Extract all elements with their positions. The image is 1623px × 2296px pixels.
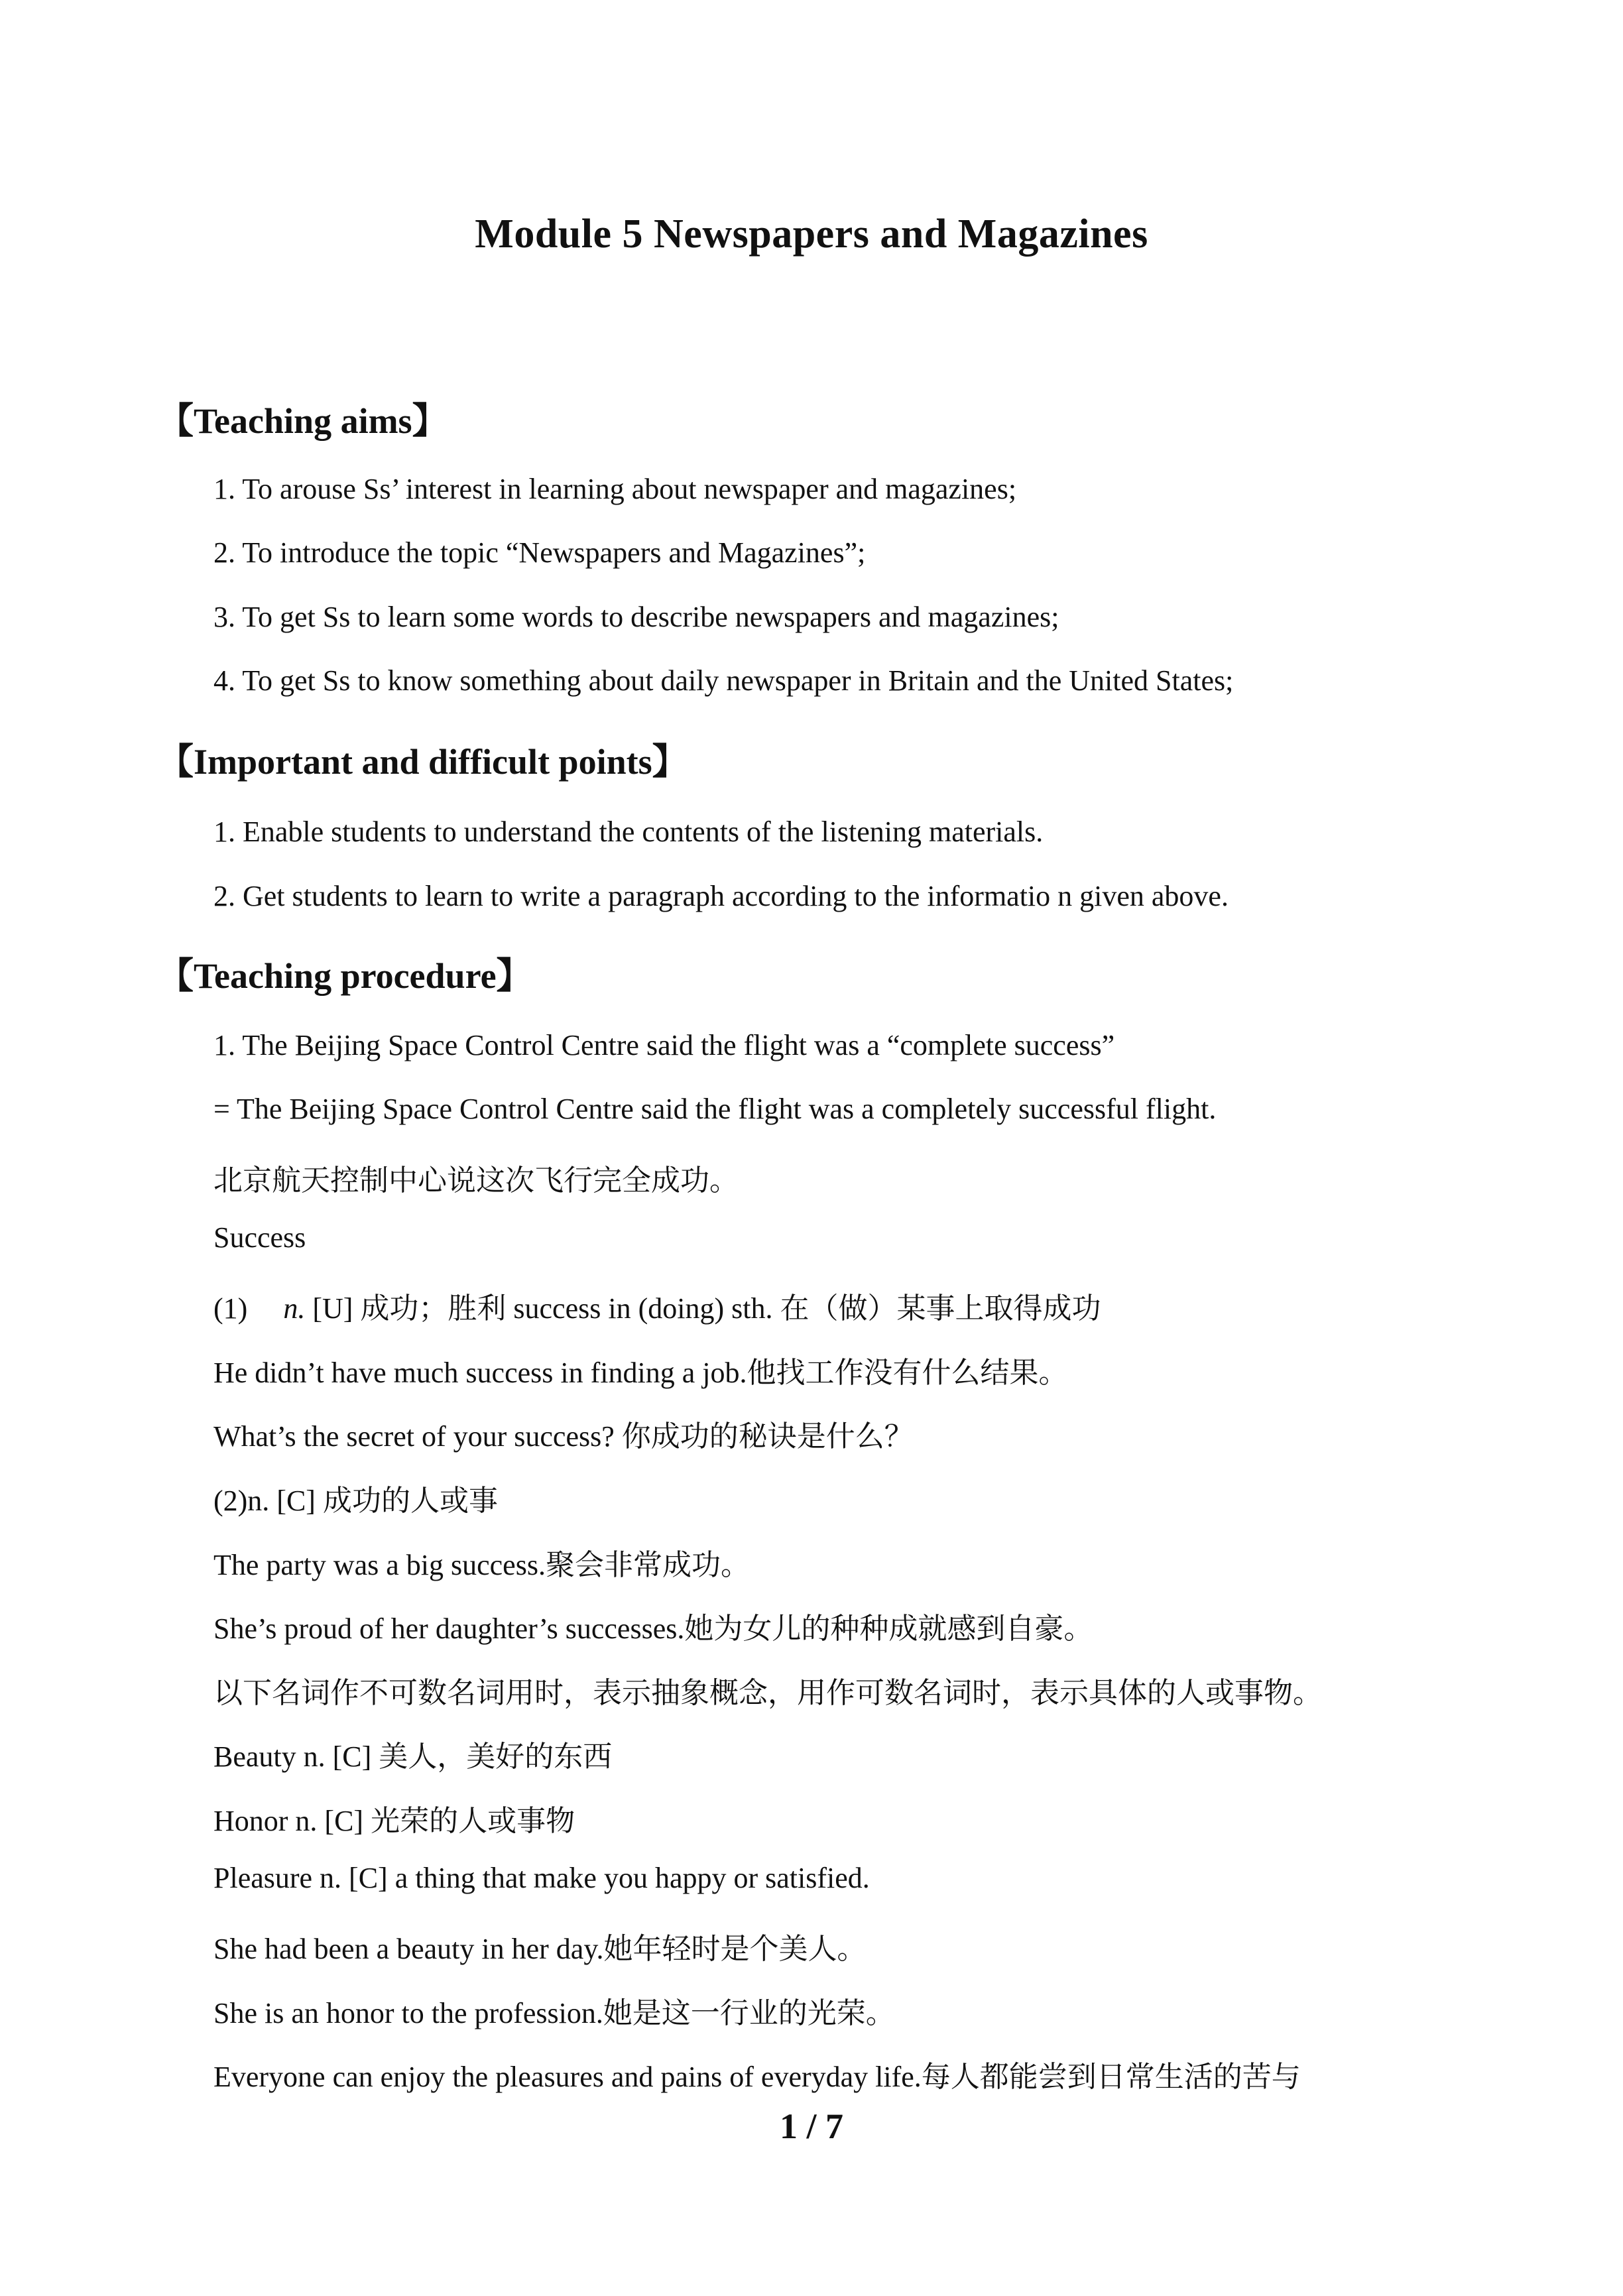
procedure-line-8: (2)n. [C] 成功的人或事: [213, 1484, 498, 1517]
procedure-line-17: Everyone can enjoy the pleasures and pains of everyday life.每人都能尝到日常生活的苦与: [213, 2061, 1301, 2093]
teaching-procedure-heading: 【Teaching procedure】: [158, 956, 532, 996]
point-item-2: 2. Get students to learn to write a paragraph according to the informatio n given above.: [213, 880, 1229, 912]
procedure-line-11: 以下名词作不可数名词用时，表示抽象概念，用作可数名词时，表示具体的人或事物。: [213, 1677, 1322, 1709]
point-item-1: 1. Enable students to understand the contents of the listening materials.: [213, 816, 1044, 848]
procedure-line-1: 1. The Beijing Space Control Centre said the flight was a “complete success”: [213, 1029, 1115, 1061]
procedure-line-15: She had been a beauty in her day.她年轻时是个美人。: [213, 1933, 867, 1965]
procedure-line-2: = The Beijing Space Control Centre said the flight was a completely successful flight.: [213, 1093, 1217, 1125]
document-title: Module 5 Newspapers and Magazines: [475, 211, 1148, 257]
procedure-line-6: He didn’t have much success in finding a job.他找工作没有什么结果。: [213, 1357, 1068, 1389]
teaching-aims-heading: 【Teaching aims】: [158, 401, 448, 441]
aim-item-2: 2. To introduce the topic “Newspapers and Magazines”;: [213, 536, 866, 569]
aim-item-4: 4. To get Ss to know something about daily newspaper in Britain and the United States;: [213, 664, 1234, 697]
procedure-line-14: Pleasure n. [C] a thing that make you happy or satisfied.: [213, 1862, 870, 1894]
aim-item-3: 3. To get Ss to learn some words to describe newspapers and magazines;: [213, 601, 1059, 633]
procedure-line-16: She is an honor to the profession.她是这一行业的光荣。: [213, 1997, 895, 2029]
procedure-line-10: She’s proud of her daughter’s successes.她为女儿的种种成就感到自豪。: [213, 1612, 1093, 1645]
procedure-line-9: The party was a big success.聚会非常成功。: [213, 1549, 750, 1581]
procedure-line-4: Success: [213, 1221, 306, 1254]
sense-number: (1): [213, 1292, 248, 1325]
important-points-heading: 【Important and difficult points】: [158, 742, 688, 782]
procedure-line-12: Beauty n. [C] 美人，美好的东西: [213, 1740, 613, 1773]
procedure-line-13: Honor n. [C] 光荣的人或事物: [213, 1805, 575, 1837]
aim-item-1: 1. To arouse Ss’ interest in learning about newspaper and magazines;: [213, 473, 1017, 505]
procedure-line-3: 北京航天控制中心说这次飞行完全成功。: [213, 1164, 739, 1197]
sense-definition: [U] 成功；胜利 success in (doing) sth. 在（做）某事上取得成功: [312, 1292, 1101, 1325]
procedure-line-7: What’s the secret of your success? 你成功的秘诀是什么？: [213, 1420, 914, 1453]
part-of-speech: n.: [283, 1292, 306, 1325]
procedure-line-5: [213, 1284, 1101, 1327]
page-indicator: 1 / 7: [779, 2106, 843, 2146]
